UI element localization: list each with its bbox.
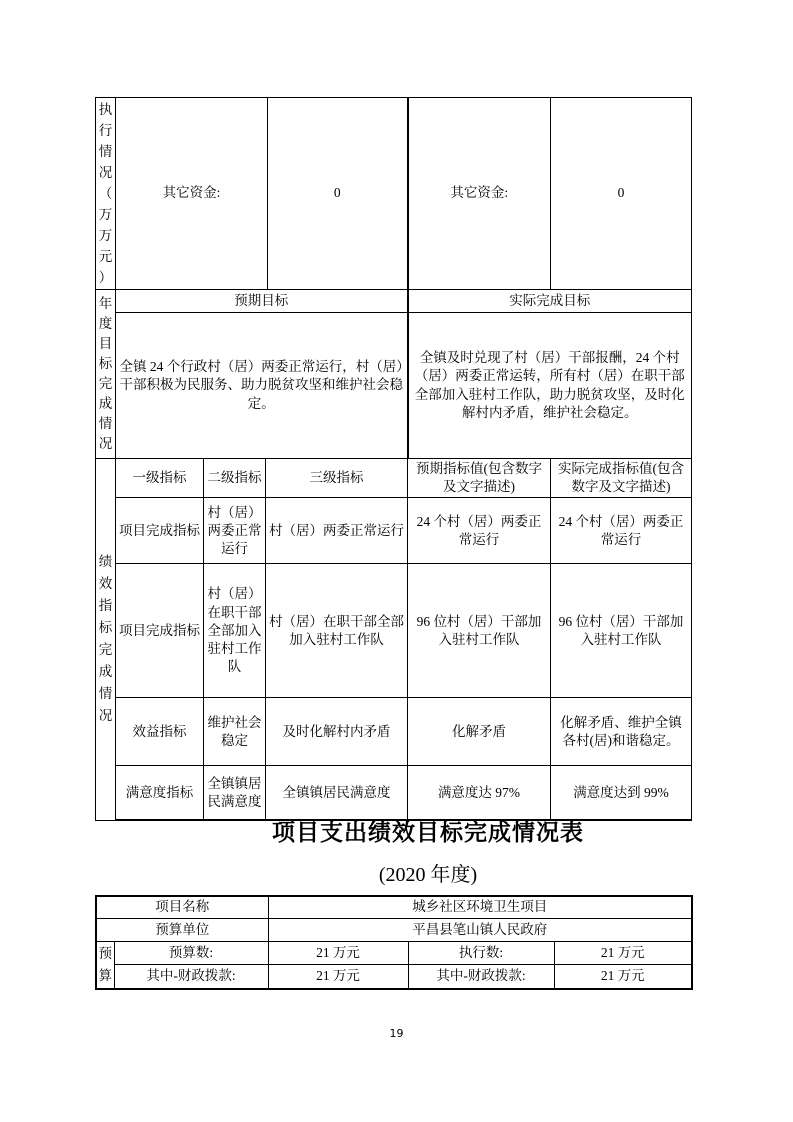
indicator-cell: 维护社会稳定 — [204, 698, 266, 766]
budget-unit-row — [96, 919, 692, 942]
fiscal-alloc-value-right: 21 万元 — [554, 965, 692, 990]
project-name-value: 城乡社区环境卫生项目 — [268, 896, 692, 919]
indicator-cell: 项目完成指标 — [116, 498, 204, 564]
exec-label-right: 其它资金: — [408, 98, 551, 290]
indicator-cell: 效益指标 — [116, 698, 204, 766]
annual-row-header: 年度目标完成情况 — [96, 290, 116, 459]
indicator-cell: 满意度达 97% — [408, 766, 551, 821]
project-name-label: 项目名称 — [96, 896, 268, 919]
exec-amount-label: 执行数: — [408, 942, 554, 965]
exec-section — [95, 97, 692, 290]
project-summary-table — [95, 895, 693, 990]
col-header-level2: 二级指标 — [204, 459, 266, 498]
budget-amount-value: 21 万元 — [268, 942, 408, 965]
indicator-cell: 化解矛盾、维护全镇各村(居)和谐稳定。 — [551, 698, 692, 766]
annual-header-row — [96, 290, 692, 313]
budget-amount-label: 预算数: — [114, 942, 268, 965]
annual-content-row — [96, 313, 692, 459]
indicator-cell: 及时化解村内矛盾 — [266, 698, 408, 766]
col-header-actual-value: 实际完成指标值(包含数字及文字描述) — [551, 459, 692, 498]
indicator-row-2 — [96, 564, 692, 698]
title-block — [130, 816, 726, 888]
indicator-row-3 — [96, 698, 692, 766]
annual-goal-section — [95, 289, 692, 459]
indicator-row-1 — [96, 498, 692, 564]
indicator-cell: 村（居）在职干部全部加入驻村工作队 — [266, 564, 408, 698]
actual-goal-text: 全镇及时兑现了村（居）干部报酬，24 个村（居）两委正常运转，所有村（居）在职干部全部加入驻村工作队，助力脱贫攻坚，及时化解村内矛盾，维护社会稳定。 — [408, 313, 692, 459]
page-subtitle: (2020 年度) — [378, 864, 478, 886]
indicator-cell: 满意度达到 99% — [551, 766, 692, 821]
budget-unit-label: 预算单位 — [96, 919, 268, 942]
indicator-cell: 96 位村（居）干部加入驻村工作队 — [551, 564, 692, 698]
page-number: 19 — [389, 1027, 404, 1040]
indicator-row-header: 绩效指标完成情况 — [96, 459, 116, 821]
budget-row-2 — [96, 965, 692, 990]
exec-row — [96, 98, 692, 290]
indicator-row-4 — [96, 766, 692, 821]
budget-row-header: 预算 — [96, 942, 114, 990]
indicator-cell: 项目完成指标 — [116, 564, 204, 698]
indicator-header-row — [96, 459, 692, 498]
col-header-level1: 一级指标 — [116, 459, 204, 498]
exec-label-left: 其它资金: — [116, 98, 268, 290]
indicator-cell: 村（居）在职干部全部加入驻村工作队 — [204, 564, 266, 698]
indicator-cell: 村（居）两委正常运行 — [204, 498, 266, 564]
indicator-cell: 全镇镇居民满意度 — [266, 766, 408, 821]
budget-row-1 — [96, 942, 692, 965]
exec-amount-value: 21 万元 — [554, 942, 692, 965]
indicator-section — [95, 458, 692, 821]
indicator-cell: 化解矛盾 — [408, 698, 551, 766]
page-title: 项目支出绩效目标完成情况表 — [272, 819, 584, 845]
indicator-cell: 24 个村（居）两委正常运行 — [408, 498, 551, 564]
exec-value-left: 0 — [268, 98, 408, 290]
col-header-expected-value: 预期指标值(包含数字及文字描述) — [408, 459, 551, 498]
col-header-level3: 三级指标 — [266, 459, 408, 498]
exec-value-right: 0 — [551, 98, 692, 290]
indicator-cell: 24 个村（居）两委正常运行 — [551, 498, 692, 564]
exec-row-header: 执行情况（万万元） — [96, 98, 116, 290]
fiscal-alloc-label-left: 其中-财政拨款: — [114, 965, 268, 990]
fiscal-alloc-value-left: 21 万元 — [268, 965, 408, 990]
actual-goal-header: 实际完成目标 — [408, 290, 692, 313]
expected-goal-header: 预期目标 — [116, 290, 408, 313]
budget-unit-value: 平昌县笔山镇人民政府 — [268, 919, 692, 942]
project-name-row — [96, 896, 692, 919]
performance-table — [95, 97, 691, 821]
fiscal-alloc-label-right: 其中-财政拨款: — [408, 965, 554, 990]
indicator-cell: 满意度指标 — [116, 766, 204, 821]
indicator-cell: 村（居）两委正常运行 — [266, 498, 408, 564]
indicator-cell: 96 位村（居）干部加入驻村工作队 — [408, 564, 551, 698]
indicator-cell: 全镇镇居民满意度 — [204, 766, 266, 821]
expected-goal-text: 全镇 24 个行政村（居）两委正常运行，村（居）干部积极为民服务、助力脱贫攻坚和维护社会稳定。 — [116, 313, 408, 459]
